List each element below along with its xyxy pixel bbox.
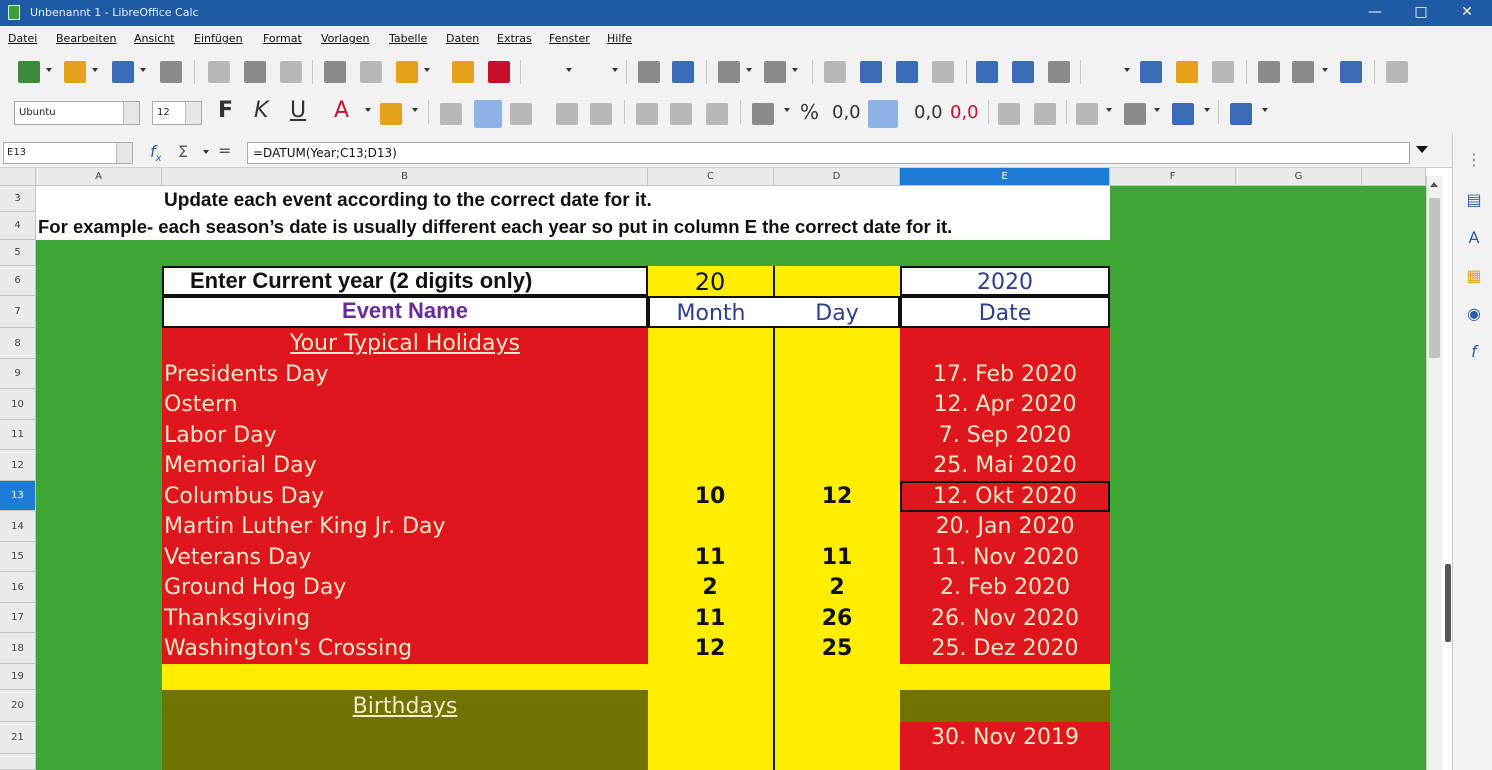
row-header[interactable]: 9	[0, 359, 36, 389]
column-header-c[interactable]: C	[648, 168, 774, 186]
row-header[interactable]: 11	[0, 420, 36, 450]
select-all-corner[interactable]	[0, 168, 36, 186]
number-format-currency-icon[interactable]	[752, 103, 774, 125]
border-color-dropdown-icon[interactable]	[1204, 108, 1210, 112]
clone-formatting-icon[interactable]	[452, 61, 474, 83]
formula-input[interactable]: =DATUM(Year;C13;D13)	[247, 142, 1410, 164]
highlight-color-icon[interactable]	[380, 103, 402, 125]
font-size-box[interactable]	[152, 101, 202, 125]
row-header[interactable]: 21	[0, 722, 36, 754]
insert-image-icon[interactable]	[976, 61, 998, 83]
menu-bar	[0, 26, 1492, 52]
row-header[interactable]: 17	[0, 603, 36, 633]
vertical-scrollbar[interactable]	[1426, 176, 1442, 770]
font-name-value: Ubuntu	[19, 107, 56, 118]
spelling-icon[interactable]	[672, 61, 694, 83]
menu-hilfe[interactable]: Hilfe	[607, 32, 633, 45]
menu-fenster[interactable]: Fenster	[549, 32, 590, 45]
sort-icon[interactable]	[824, 61, 846, 83]
column-header-f[interactable]: F	[1110, 168, 1236, 186]
comment-icon[interactable]	[1176, 61, 1198, 83]
event-date[interactable]: 25. Dez 2020	[931, 636, 1079, 661]
toolbar-separator	[740, 100, 741, 124]
instruction-line-1: Update each event according to the correct date for it.	[164, 190, 652, 211]
italic-icon[interactable]: K	[254, 98, 269, 123]
insert-chart-icon[interactable]	[1012, 61, 1034, 83]
save-icon[interactable]	[112, 61, 134, 83]
align-center-icon[interactable]	[474, 100, 502, 128]
name-box-value: E13	[7, 147, 27, 158]
event-name[interactable]: Labor Day	[164, 423, 277, 448]
row-dropdown-icon[interactable]	[746, 68, 752, 72]
expand-formula-icon[interactable]	[1416, 146, 1428, 153]
date-format-icon[interactable]	[868, 100, 898, 128]
name-box-dropdown-icon[interactable]	[116, 143, 132, 163]
split-window-icon[interactable]	[1340, 61, 1362, 83]
column-header-d[interactable]: D	[774, 168, 900, 186]
window-title: Unbenannt 1 - LibreOffice Calc	[30, 6, 199, 19]
scrollbar-thumb[interactable]	[1429, 198, 1440, 358]
event-day[interactable]: 2	[829, 575, 845, 600]
event-name[interactable]: Ostern	[164, 392, 238, 417]
styles-icon[interactable]: A	[1468, 228, 1480, 247]
print-icon[interactable]	[244, 61, 266, 83]
minimize-button[interactable]: —	[1368, 4, 1382, 20]
sum-icon[interactable]: Σ	[178, 142, 189, 161]
event-month[interactable]: 10	[694, 484, 726, 509]
toolbar-separator	[626, 60, 627, 84]
event-name[interactable]: Thanksgiving	[164, 606, 311, 631]
toolbar-separator	[520, 60, 521, 84]
font-color-dropdown-icon[interactable]	[365, 108, 371, 112]
sort-ascending-icon[interactable]	[860, 61, 882, 83]
toolbar-separator	[812, 60, 813, 84]
toolbar-separator	[624, 100, 625, 124]
row-header[interactable]: 12	[0, 450, 36, 481]
column-icon[interactable]	[764, 61, 786, 83]
birthdays-date-header	[900, 690, 1110, 722]
special-character-dropdown-icon[interactable]	[1124, 68, 1130, 72]
navigator-icon[interactable]: ◉	[1467, 304, 1481, 323]
paste-dropdown-icon[interactable]	[424, 68, 430, 72]
gallery-icon[interactable]: ▦	[1466, 266, 1482, 285]
export-pdf-icon[interactable]	[208, 61, 230, 83]
print-preview-icon[interactable]	[280, 61, 302, 83]
toolbar-separator	[706, 60, 707, 84]
event-day[interactable]: 12	[821, 484, 853, 509]
center-vertically-icon[interactable]	[670, 103, 692, 125]
menu-datei[interactable]: Datei	[8, 32, 38, 45]
toolbar-separator	[1246, 60, 1247, 84]
sum-dropdown-icon[interactable]	[203, 150, 209, 154]
menu-einfuegen[interactable]: Einfügen	[194, 32, 243, 45]
section-holidays-title[interactable]: Your Typical Holidays	[290, 331, 520, 356]
sort-descending-icon[interactable]	[896, 61, 918, 83]
event-name[interactable]: Veterans Day	[164, 545, 312, 570]
row-header[interactable]: 16	[0, 572, 36, 603]
menu-format[interactable]: Format	[263, 32, 302, 45]
day-header: Day	[815, 301, 859, 326]
freeze-dropdown-icon[interactable]	[1322, 68, 1328, 72]
event-day[interactable]: 26	[821, 606, 853, 631]
column-header-h[interactable]	[1362, 168, 1426, 186]
menu-extras[interactable]: Extras	[497, 32, 532, 45]
row-header[interactable]: 15	[0, 542, 36, 572]
row-header[interactable]: 5	[0, 240, 36, 266]
instruction-line-2: For example- each season’s date is usually different each year so put in column E the correct date for it.	[38, 216, 953, 237]
row-header[interactable]: 6	[0, 266, 36, 296]
autofilter-icon[interactable]	[932, 61, 954, 83]
year-label: Enter Current year (2 digits only)	[190, 268, 533, 293]
new-dropdown-icon[interactable]	[46, 68, 52, 72]
close-button[interactable]: ✕	[1461, 4, 1473, 20]
row-header[interactable]: 20	[0, 690, 36, 722]
event-name-header: Event Name	[342, 298, 468, 323]
number-format-icon[interactable]: 0,0	[832, 102, 861, 123]
define-print-area-icon[interactable]	[1258, 61, 1280, 83]
undo-dropdown-icon[interactable]	[566, 68, 572, 72]
increase-indent-icon[interactable]	[998, 103, 1020, 125]
calc-app-icon	[8, 5, 20, 20]
border-color-icon[interactable]	[1172, 103, 1194, 125]
event-name[interactable]: Martin Luther King Jr. Day	[164, 514, 446, 539]
row-header[interactable]: 10	[0, 389, 36, 420]
column-header-g[interactable]: G	[1236, 168, 1362, 186]
align-top-icon[interactable]	[636, 103, 658, 125]
find-replace-icon[interactable]	[638, 61, 660, 83]
row-header[interactable]: 3	[0, 186, 36, 212]
bold-icon[interactable]: F	[218, 98, 234, 123]
formula-bar	[0, 134, 1492, 168]
separator-yellow-b	[162, 664, 648, 690]
formula-equals-icon[interactable]: =	[218, 141, 232, 160]
event-day[interactable]: 11	[821, 545, 853, 570]
headers-footers-icon[interactable]	[1212, 61, 1234, 83]
row-icon[interactable]	[718, 61, 740, 83]
event-date[interactable]: 26. Nov 2020	[931, 606, 1079, 631]
event-name[interactable]: Ground Hog Day	[164, 575, 347, 600]
new-document-icon[interactable]	[18, 61, 40, 83]
show-draw-functions-icon[interactable]	[1386, 61, 1408, 83]
wrap-text-icon[interactable]	[556, 103, 578, 125]
year-full: 2020	[977, 270, 1033, 295]
birthday-date[interactable]: 30. Nov 2019	[931, 725, 1079, 750]
sidebar-deck	[1452, 134, 1492, 770]
event-date[interactable]: 25. Mai 2020	[933, 453, 1077, 478]
borders-dropdown-icon[interactable]	[1106, 108, 1112, 112]
row-header[interactable]: 4	[0, 212, 36, 240]
toolbar-separator	[1374, 60, 1375, 84]
event-date[interactable]: 20. Jan 2020	[935, 514, 1075, 539]
event-month[interactable]: 11	[694, 606, 726, 631]
event-month[interactable]: 2	[702, 575, 718, 600]
font-name-box[interactable]	[14, 101, 140, 125]
column-header-e[interactable]: E	[900, 168, 1110, 186]
title-bar	[0, 0, 1492, 26]
percent-icon[interactable]: %	[800, 100, 820, 124]
row-header[interactable]: 13	[0, 481, 36, 511]
event-name[interactable]: Memorial Day	[164, 453, 317, 478]
year-two-digit[interactable]: 20	[694, 268, 726, 296]
event-month[interactable]: 11	[694, 545, 726, 570]
row-header[interactable]: 14	[0, 511, 36, 542]
borders-icon[interactable]	[1076, 103, 1098, 125]
row-header[interactable]: 19	[0, 664, 36, 690]
align-right-icon[interactable]	[510, 103, 532, 125]
month-header: Month	[676, 301, 746, 326]
underline-icon[interactable]: U	[290, 98, 307, 123]
event-date[interactable]: 7. Sep 2020	[938, 423, 1072, 448]
cut-icon[interactable]	[324, 61, 346, 83]
conditional-format-icon[interactable]	[1230, 103, 1252, 125]
event-date[interactable]: 12. Okt 2020	[933, 484, 1077, 509]
font-color-icon[interactable]: A	[334, 98, 350, 123]
copy-icon[interactable]	[360, 61, 382, 83]
separator-yellow-e	[900, 664, 1110, 690]
add-decimal-icon[interactable]: 0,0	[914, 102, 943, 123]
menu-daten[interactable]: Daten	[446, 32, 480, 45]
redo-dropdown-icon[interactable]	[612, 68, 618, 72]
toolbar-separator	[1066, 100, 1067, 124]
align-bottom-icon[interactable]	[706, 103, 728, 125]
decrease-indent-icon[interactable]	[1034, 103, 1056, 125]
toolbar-separator	[988, 100, 989, 124]
event-month[interactable]: 12	[694, 636, 726, 661]
event-name[interactable]: Washington's Crossing	[164, 636, 413, 661]
column-dropdown-icon[interactable]	[792, 68, 798, 72]
toolbar-separator	[194, 60, 195, 84]
spreadsheet-grid[interactable]	[0, 168, 1426, 770]
column-header-b[interactable]: B	[162, 168, 648, 186]
name-box[interactable]	[3, 142, 133, 164]
row-header[interactable]: 18	[0, 633, 36, 664]
toolbar-separator	[1080, 60, 1081, 84]
toolbar-separator	[966, 60, 967, 84]
font-name-dropdown-icon[interactable]	[123, 102, 139, 124]
pivot-table-icon[interactable]	[1048, 61, 1070, 83]
toolbar-separator	[312, 60, 313, 84]
date-header: Date	[978, 301, 1032, 326]
hyperlink-icon[interactable]	[1140, 61, 1162, 83]
delete-decimal-icon[interactable]: 0,0	[950, 102, 979, 123]
row-header[interactable]	[0, 754, 36, 770]
save-dropdown-icon[interactable]	[140, 68, 146, 72]
open-folder-icon[interactable]	[64, 61, 86, 83]
email-icon[interactable]	[160, 61, 182, 83]
clear-formatting-icon[interactable]	[488, 61, 510, 83]
event-date[interactable]: 17. Feb 2020	[933, 362, 1077, 387]
toolbar-separator	[1218, 100, 1219, 124]
properties-icon[interactable]: ▤	[1466, 190, 1482, 209]
row-header[interactable]: 7	[0, 296, 36, 328]
menu-bearbeiten[interactable]: Bearbeiten	[56, 32, 117, 45]
row-header[interactable]: 8	[0, 328, 36, 359]
standard-toolbar	[0, 52, 1492, 92]
menu-tabelle[interactable]: Tabelle	[389, 32, 428, 45]
border-style-icon[interactable]	[1124, 103, 1146, 125]
menu-ansicht[interactable]: Ansicht	[134, 32, 175, 45]
currency-dropdown-icon[interactable]	[784, 108, 790, 112]
toolbar-separator	[428, 100, 429, 124]
align-left-icon[interactable]	[440, 103, 462, 125]
paste-icon[interactable]	[396, 61, 418, 83]
open-dropdown-icon[interactable]	[92, 68, 98, 72]
font-size-value: 12	[157, 107, 170, 118]
border-style-dropdown-icon[interactable]	[1154, 108, 1160, 112]
conditional-format-dropdown-icon[interactable]	[1262, 108, 1268, 112]
function-wizard-icon[interactable]: $f_x$	[150, 142, 162, 165]
event-date[interactable]: 12. Apr 2020	[933, 392, 1077, 417]
font-size-dropdown-icon[interactable]	[185, 102, 201, 124]
event-name[interactable]: Presidents Day	[164, 362, 329, 387]
scroll-up-icon[interactable]	[1430, 182, 1438, 187]
merge-center-icon[interactable]	[590, 103, 612, 125]
event-day[interactable]: 25	[821, 636, 853, 661]
sidebar-collapse-handle[interactable]	[1445, 564, 1451, 642]
freeze-rows-icon[interactable]	[1292, 61, 1314, 83]
event-date[interactable]: 2. Feb 2020	[940, 575, 1070, 600]
highlight-dropdown-icon[interactable]	[412, 108, 418, 112]
functions-icon[interactable]: f	[1471, 342, 1477, 361]
section-birthdays-title[interactable]: Birthdays	[352, 694, 458, 719]
event-date[interactable]: 11. Nov 2020	[931, 545, 1079, 570]
maximize-button[interactable]: □	[1414, 4, 1428, 20]
sidebar-menu-icon[interactable]: ⋮	[1466, 150, 1482, 169]
menu-vorlagen[interactable]: Vorlagen	[321, 32, 370, 45]
event-name[interactable]: Columbus Day	[164, 484, 325, 509]
column-header-a[interactable]: A	[36, 168, 162, 186]
